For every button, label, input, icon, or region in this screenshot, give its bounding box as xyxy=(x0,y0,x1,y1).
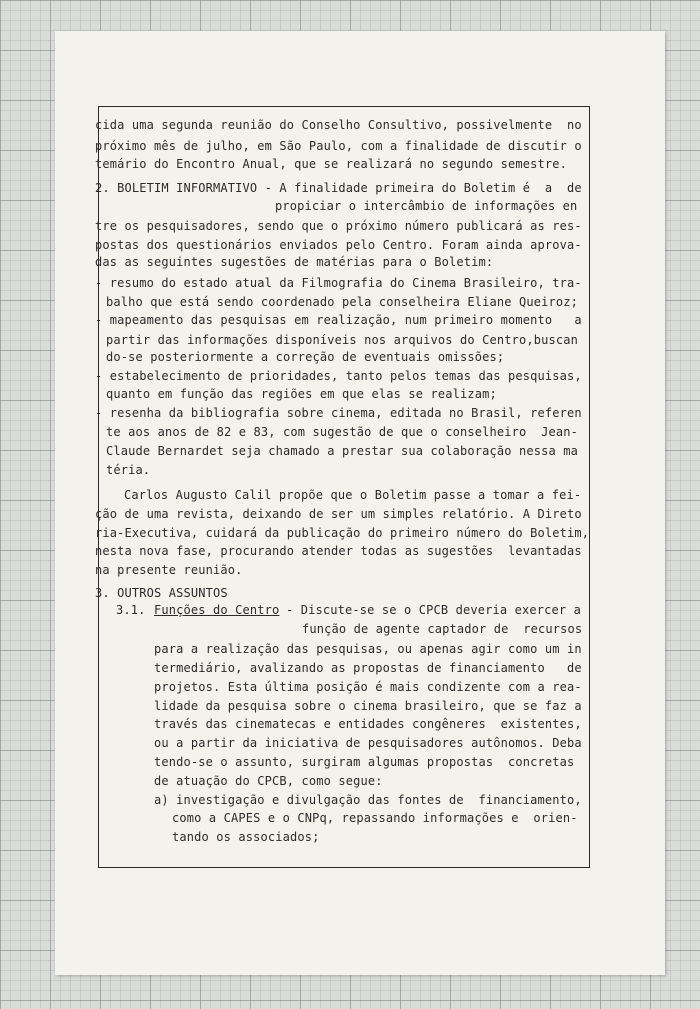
text-line: na presente reunião. xyxy=(95,563,243,577)
text-line: de atuação do CPCB, como segue: xyxy=(154,774,383,788)
list-item: - resenha da bibliografia sobre cinema, editada no Brasil, referen xyxy=(95,406,582,420)
paper-sheet xyxy=(55,31,665,975)
section-heading: 2. BOLETIM INFORMATIVO - A finalidade primeira do Boletim é a de xyxy=(95,181,582,195)
list-item: - resumo do estado atual da Filmografia do Cinema Brasileiro, tra- xyxy=(95,276,582,290)
text-line: balho que está sendo coordenado pela conselheira Eliane Queiroz; xyxy=(106,295,578,309)
text-line: te aos anos de 82 e 83, com sugestão de que o conselheiro Jean- xyxy=(106,425,578,439)
text-line: ção de uma revista, deixando de ser um simples relatório. A Direto xyxy=(95,507,582,521)
section-heading: 3. OUTROS ASSUNTOS xyxy=(95,586,228,600)
text-line: temário do Encontro Anual, que se realizará no segundo semestre. xyxy=(95,157,567,171)
text-line: quanto em função das regiões em que elas se realizam; xyxy=(106,387,497,401)
text-line: das as seguintes sugestões de matérias para o Boletim: xyxy=(95,255,494,269)
list-item: - estabelecimento de prioridades, tanto pelos temas das pesquisas, xyxy=(95,369,582,383)
text-line: ou a partir da iniciativa de pesquisadores autônomos. Deba xyxy=(154,736,582,750)
text-line: través das cinematecas e entidades congêneres existentes, xyxy=(154,717,582,731)
text-line: Claude Bernardet seja chamado a prestar sua colaboração nessa ma xyxy=(106,444,578,458)
text-line: cida uma segunda reunião do Conselho Consultivo, possivelmente no xyxy=(95,118,582,132)
list-item: a) investigação e divulgação das fontes de financiamento, xyxy=(154,793,582,807)
text-line: tando os associados; xyxy=(172,830,320,844)
text-line: nesta nova fase, procurando atender todas as sugestões levantadas xyxy=(95,544,582,558)
text-line: tendo-se o assunto, surgiram algumas propostas concretas xyxy=(154,755,575,769)
text-line: postas dos questionários enviados pelo Centro. Foram ainda aprova- xyxy=(95,238,582,252)
text-line: propiciar o intercâmbio de informações en xyxy=(275,199,578,213)
subsection-title: Funções do Centro xyxy=(154,603,280,617)
text-line: partir das informações disponíveis nos arquivos do Centro,buscan xyxy=(106,333,578,347)
text-line: ria-Executiva, cuidará da publicação do primeiro número do Boletim, xyxy=(95,526,590,540)
text-line: lidade da pesquisa sobre o cinema brasileiro, que se faz a xyxy=(154,699,582,713)
text-line: termediário, avalizando as propostas de financiamento de xyxy=(154,661,582,675)
text-line: projetos. Esta última posição é mais condizente com a rea- xyxy=(154,680,582,694)
list-item: - mapeamento das pesquisas em realização, num primeiro momento a xyxy=(95,313,582,327)
text-line: como a CAPES e o CNPq, repassando informações e orien- xyxy=(172,811,578,825)
text-line: tre os pesquisadores, sendo que o próximo número publicará as res- xyxy=(95,219,582,233)
text-line: téria. xyxy=(106,463,151,477)
text-line: função de agente captador de recursos xyxy=(302,622,583,636)
text-line: próximo mês de julho, em São Paulo, com a finalidade de discutir o xyxy=(95,139,582,153)
subsection-number: 3.1. xyxy=(116,603,146,617)
text-line: do-se posteriormente a correção de eventuais omissões; xyxy=(106,350,505,364)
text-line: - Discute-se se o CPCB deveria exercer a xyxy=(286,603,581,617)
paragraph-start: Carlos Augusto Calil propõe que o Boletim passe a tomar a fei- xyxy=(124,488,582,502)
text-line: para a realização das pesquisas, ou apenas agir como um in xyxy=(154,642,582,656)
